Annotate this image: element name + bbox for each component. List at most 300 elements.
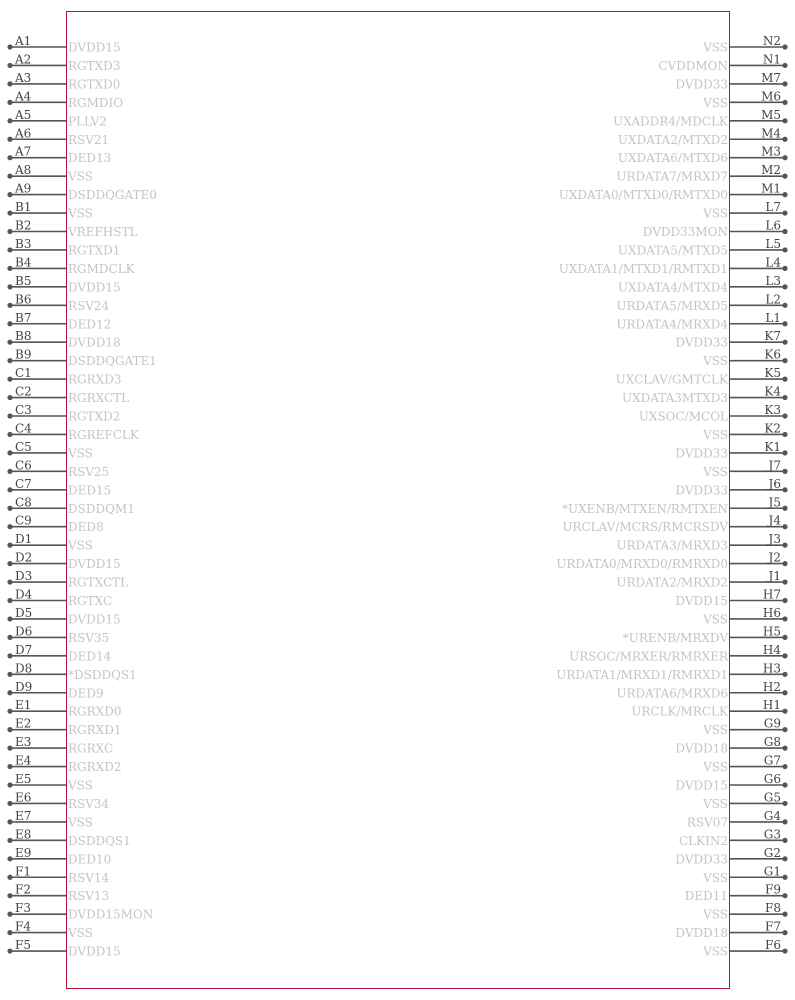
pin-number: K6 <box>764 347 781 362</box>
left-pin <box>7 385 129 406</box>
pin-number: K2 <box>764 421 781 436</box>
pin-number: L6 <box>765 218 781 233</box>
pin-name: DVDD15 <box>675 594 728 608</box>
left-pin <box>7 366 121 387</box>
left-pin <box>7 920 93 941</box>
left-pin-group <box>7 34 157 959</box>
right-pin <box>675 846 787 867</box>
pin-name: URDATA1/MRXD1/RMRXD1 <box>556 667 728 682</box>
pin-name: URDATA0/MRXD0/RMRXD0 <box>556 557 728 572</box>
pin-number: B4 <box>15 255 32 270</box>
pin-name: UXDATA3MTXD3 <box>621 391 728 406</box>
right-pin <box>613 108 787 129</box>
left-pin <box>7 348 157 369</box>
pin-number: N1 <box>762 52 781 67</box>
left-pin <box>7 458 109 479</box>
pin-number: K3 <box>764 403 781 417</box>
pin-name: RGTXC <box>68 594 113 608</box>
pin-name: UXADDR4/MDCLK <box>613 114 728 129</box>
pin-number: D4 <box>15 587 33 602</box>
pin-name: URDATA7/MRXD7 <box>616 169 728 184</box>
right-pin <box>702 606 788 627</box>
right-pin <box>616 292 787 313</box>
pin-name: VSS <box>703 464 728 479</box>
pin-end-dot <box>7 782 12 787</box>
left-pin <box>7 219 137 240</box>
pin-end-dot <box>782 635 787 640</box>
left-pin <box>7 680 103 701</box>
pin-end-dot <box>782 746 787 751</box>
pin-end-dot <box>7 727 12 732</box>
pin-name: RSV13 <box>68 889 110 904</box>
pin-name: DED14 <box>68 649 112 664</box>
right-pin <box>675 477 787 498</box>
pin-number: E1 <box>15 698 32 713</box>
pin-end-dot <box>782 432 787 437</box>
left-pin <box>7 200 93 221</box>
left-pin <box>7 329 120 350</box>
pin-name: DVDD33 <box>675 483 728 498</box>
pin-number: E7 <box>15 808 32 823</box>
pin-end-dot <box>782 137 787 142</box>
pin-number: C4 <box>15 421 32 436</box>
pin-end-dot <box>782 358 787 363</box>
pin-end-dot <box>782 727 787 732</box>
pin-end-dot <box>782 340 787 345</box>
right-pin <box>616 532 787 553</box>
pin-name: UXCLAV/GMTCLK <box>615 372 728 387</box>
pin-name: VSS <box>703 612 728 627</box>
pin-end-dot <box>782 155 787 160</box>
left-pin <box>7 772 93 793</box>
pin-number: F1 <box>15 864 31 879</box>
pin-name: RGRXC <box>68 741 114 756</box>
left-pin <box>7 864 109 885</box>
left-pin <box>7 809 93 830</box>
left-pin <box>7 569 128 590</box>
pin-end-dot <box>7 690 12 695</box>
pin-end-dot <box>7 44 12 49</box>
right-pin <box>616 163 787 184</box>
pin-name: RSV25 <box>68 464 110 479</box>
pin-number: B7 <box>15 310 32 325</box>
right-pin <box>702 790 788 811</box>
pin-end-dot <box>7 81 12 86</box>
pin-end-dot <box>7 543 12 548</box>
pin-end-dot <box>782 524 787 529</box>
pin-end-dot <box>7 210 12 215</box>
right-pin <box>616 680 787 701</box>
pin-number: B2 <box>15 218 32 233</box>
pin-end-dot <box>7 63 12 68</box>
pin-end-dot <box>782 229 787 234</box>
pin-number: C3 <box>15 403 32 417</box>
pin-end-dot <box>782 100 787 105</box>
left-pin <box>7 883 109 904</box>
pin-number: C5 <box>15 439 32 454</box>
left-pin <box>7 52 120 72</box>
pin-name: RGMDCLK <box>68 261 135 276</box>
left-pin <box>7 901 153 922</box>
pin-end-dot <box>7 395 12 400</box>
right-pin <box>616 366 788 387</box>
pin-number: D1 <box>15 532 33 547</box>
pin-number: H2 <box>762 679 781 694</box>
pin-name: VSS <box>68 169 93 184</box>
right-pin <box>687 809 788 830</box>
pin-end-dot <box>782 44 787 49</box>
pin-number: G2 <box>763 845 781 860</box>
pin-end-dot <box>782 210 787 215</box>
pin-name: UXDATA0/MTXD0/RMTXD0 <box>558 188 728 203</box>
pin-end-dot <box>7 192 12 197</box>
pin-end-dot <box>782 81 787 86</box>
pin-number: J2 <box>768 550 781 565</box>
pin-number: M5 <box>761 107 781 122</box>
left-pin <box>7 182 157 203</box>
pin-number: A7 <box>15 144 32 159</box>
right-pin <box>616 311 787 332</box>
pin-number: C6 <box>15 458 32 473</box>
pin-number: C7 <box>15 476 32 491</box>
right-pin <box>675 440 787 461</box>
right-pin <box>556 661 787 682</box>
pin-number: M1 <box>761 181 781 196</box>
pin-end-dot <box>7 561 12 566</box>
pin-number: E6 <box>15 790 32 805</box>
pin-end-dot <box>7 340 12 345</box>
pin-number: A6 <box>15 126 32 141</box>
pin-name: VSS <box>703 427 728 442</box>
pin-end-dot <box>7 856 12 861</box>
pin-end-dot <box>7 616 12 621</box>
pin-end-dot <box>782 579 787 584</box>
pin-end-dot <box>7 948 12 953</box>
pin-number: G3 <box>763 827 781 842</box>
right-pin <box>675 71 787 92</box>
pin-end-dot <box>7 912 12 917</box>
pin-end-dot <box>7 764 12 769</box>
pin-end-dot <box>7 284 12 289</box>
pin-number: G7 <box>763 753 781 768</box>
pin-number: F3 <box>15 901 31 916</box>
right-pin <box>618 145 788 166</box>
pin-end-dot <box>782 118 787 123</box>
pin-name: VSS <box>703 40 728 55</box>
pin-end-dot <box>7 100 12 105</box>
pin-end-dot <box>7 118 12 123</box>
pin-end-dot <box>782 893 787 898</box>
pin-name: DED15 <box>68 483 112 498</box>
left-pin <box>7 661 136 682</box>
pin-end-dot <box>782 782 787 787</box>
pin-end-dot <box>782 561 787 566</box>
pin-number: A3 <box>15 70 32 85</box>
pin-number: D5 <box>15 605 33 620</box>
pin-name: DVDD33MON <box>642 225 728 239</box>
pin-end-dot <box>782 303 787 308</box>
right-pin <box>702 34 788 55</box>
pin-name: VSS <box>68 206 93 221</box>
pin-end-dot <box>7 303 12 308</box>
pin-number: E4 <box>15 753 32 768</box>
pin-name: RGTXD3 <box>68 58 121 73</box>
right-pin <box>702 89 788 110</box>
pin-end-dot <box>7 672 12 677</box>
pin-name: RSV34 <box>68 796 110 811</box>
pin-name: VSS <box>703 907 728 922</box>
left-pin <box>7 606 120 627</box>
pin-name: RGRXCTL <box>68 391 130 406</box>
pin-name: RSV21 <box>68 132 110 147</box>
pin-number: B1 <box>15 200 32 215</box>
pin-number: F8 <box>765 901 781 916</box>
pin-number: D2 <box>15 550 33 565</box>
pin-number: M4 <box>761 126 781 141</box>
pin-name: DED8 <box>68 520 104 535</box>
pin-name: DVDD15 <box>675 778 728 793</box>
pin-number: N2 <box>762 34 781 48</box>
left-pin <box>7 440 93 461</box>
pin-end-dot <box>7 413 12 418</box>
pin-name: DVDD18 <box>675 741 728 756</box>
left-pin <box>7 514 103 535</box>
right-pin <box>658 52 787 72</box>
left-pin <box>7 126 109 147</box>
right-pin <box>685 883 788 904</box>
pin-end-dot <box>7 137 12 142</box>
pin-number: L1 <box>765 310 781 325</box>
pin-name: CLKIN2 <box>679 833 728 848</box>
pin-name: RSV07 <box>686 815 728 830</box>
pin-number: C1 <box>15 366 32 381</box>
pin-name: VSS <box>68 778 93 793</box>
pin-name: VSS <box>68 926 93 941</box>
pin-end-dot <box>7 893 12 898</box>
pin-name: URDATA6/MRXD6 <box>616 686 728 701</box>
right-pin <box>562 495 788 516</box>
pin-name: *UXENB/MTXEN/RMTXEN <box>561 501 728 516</box>
pin-name: RGRXD1 <box>68 723 122 738</box>
pin-name: UXDATA4/MTXD4 <box>617 280 728 295</box>
pin-name: UXDATA1/MTXD1/RMTXD1 <box>558 261 728 276</box>
pin-name: DVDD15 <box>68 557 121 572</box>
right-pin <box>702 754 788 775</box>
pin-number: F2 <box>15 882 31 897</box>
pin-name: VSS <box>703 870 728 885</box>
pin-name: VSS <box>703 206 728 221</box>
pin-name: DSDDQS1 <box>68 833 131 848</box>
pin-end-dot <box>782 487 787 492</box>
pin-number: J7 <box>768 458 781 473</box>
pin-name: RGTXCTL <box>68 575 129 590</box>
right-pin <box>618 274 788 295</box>
pin-name: CVDDMON <box>658 58 728 73</box>
pin-number: J5 <box>768 495 781 510</box>
left-pin <box>7 421 139 442</box>
pin-end-dot <box>782 284 787 289</box>
pin-number: F7 <box>765 919 781 934</box>
pin-number: A4 <box>15 89 32 104</box>
pin-number: F6 <box>765 938 781 953</box>
pin-number: H1 <box>762 698 781 713</box>
pin-number: B6 <box>15 292 32 307</box>
pin-number: K4 <box>764 384 781 399</box>
left-pin <box>7 255 135 276</box>
pin-number: F9 <box>765 882 781 897</box>
pin-name: URSOC/MRXER/RMRXER <box>569 649 728 664</box>
pin-end-dot <box>7 358 12 363</box>
pin-end-dot <box>7 875 12 880</box>
pin-end-dot <box>782 819 787 824</box>
pin-name: RGTXD0 <box>68 77 121 92</box>
left-pin <box>7 551 120 572</box>
pin-end-dot <box>7 635 12 640</box>
pin-name: DVDD33 <box>675 852 728 867</box>
pin-end-dot <box>782 709 787 714</box>
pin-number: D9 <box>15 679 33 694</box>
pin-number: E8 <box>15 827 32 842</box>
pin-name: VSS <box>68 815 93 830</box>
pin-name: DSDDQGATE1 <box>68 354 157 369</box>
pin-end-dot <box>782 912 787 917</box>
pin-name: RGRXD2 <box>68 760 122 775</box>
pin-end-dot <box>7 653 12 658</box>
left-pin <box>7 477 111 498</box>
pin-number: D6 <box>15 624 33 639</box>
right-pin <box>569 643 787 664</box>
pin-number: H6 <box>762 605 781 620</box>
pin-name: DVDD15 <box>68 280 121 295</box>
pin-end-dot <box>7 487 12 492</box>
pin-number: H7 <box>762 587 781 602</box>
pin-number: M3 <box>761 144 781 159</box>
pin-end-dot <box>7 247 12 252</box>
pin-number: C2 <box>15 384 32 399</box>
right-pin <box>675 735 787 756</box>
pin-number: B5 <box>15 273 32 288</box>
pin-end-dot <box>7 321 12 326</box>
right-pin <box>679 827 788 848</box>
pin-name: URDATA3/MRXD3 <box>616 538 728 553</box>
pin-number: E2 <box>15 716 32 731</box>
pin-name: UXDATA2/MTXD2 <box>617 132 728 147</box>
pin-end-dot <box>782 413 787 418</box>
right-pin <box>639 403 788 424</box>
left-pin <box>7 108 106 129</box>
pin-number: G5 <box>763 790 781 805</box>
pin-end-dot <box>7 506 12 511</box>
right-pin <box>675 329 787 350</box>
pin-name: UXDATA5/MTXD5 <box>617 243 728 258</box>
pin-name: URCLAV/MCRS/RMCRSDV <box>562 520 728 535</box>
pin-end-dot <box>7 746 12 751</box>
pin-end-dot <box>7 579 12 584</box>
pin-number: L7 <box>765 200 781 215</box>
pin-name: VREFHSTL <box>68 225 138 239</box>
pin-name: VSS <box>703 760 728 775</box>
pin-number: B3 <box>15 236 32 251</box>
pin-number: A8 <box>15 163 32 178</box>
left-pin <box>7 827 130 848</box>
pin-end-dot <box>782 377 787 382</box>
pin-name: DVDD18 <box>675 926 728 941</box>
pin-end-dot <box>7 469 12 474</box>
pin-number: A2 <box>15 52 32 67</box>
left-pin <box>7 735 113 756</box>
pin-name: DED12 <box>68 317 112 332</box>
pin-end-dot <box>782 450 787 455</box>
pin-end-dot <box>7 432 12 437</box>
right-pin <box>562 514 787 535</box>
left-pin <box>7 311 111 332</box>
right-pin <box>631 698 787 719</box>
pin-name: RGTXD2 <box>68 409 121 424</box>
pin-end-dot <box>7 155 12 160</box>
pin-end-dot <box>7 598 12 603</box>
right-pin <box>675 920 787 941</box>
pin-name: RSV14 <box>68 870 110 885</box>
pin-name: VSS <box>68 538 93 553</box>
pin-end-dot <box>782 174 787 179</box>
pin-number: C9 <box>15 513 32 528</box>
pin-number: G6 <box>763 772 781 786</box>
pin-end-dot <box>782 63 787 68</box>
pin-end-dot <box>782 506 787 511</box>
right-pin-group <box>556 34 787 959</box>
pin-number: F4 <box>15 919 31 934</box>
right-pin <box>556 551 787 572</box>
left-pin <box>7 717 121 738</box>
left-pin <box>7 846 111 867</box>
pin-end-dot <box>7 266 12 271</box>
pin-end-dot <box>782 801 787 806</box>
pin-number: A5 <box>15 107 32 122</box>
pin-end-dot <box>782 543 787 548</box>
pin-end-dot <box>7 450 12 455</box>
left-pin <box>7 34 120 55</box>
pin-number: F5 <box>15 938 31 953</box>
pin-end-dot <box>782 616 787 621</box>
pin-name: DSDDQM1 <box>68 501 135 516</box>
pin-number: B9 <box>15 347 32 362</box>
pin-name: UXSOC/MCOL <box>638 409 728 424</box>
right-pin <box>702 901 788 922</box>
pin-name: DVDD33 <box>675 335 728 350</box>
left-pin <box>7 643 111 664</box>
pin-name: PLLV2 <box>68 114 107 129</box>
pin-end-dot <box>782 672 787 677</box>
pin-name: DSDDQGATE0 <box>68 188 157 203</box>
pin-number: H5 <box>762 624 781 639</box>
left-pin <box>7 145 111 166</box>
pin-end-dot <box>782 598 787 603</box>
pin-name: *URENB/MRXDV <box>622 630 728 645</box>
pin-end-dot <box>7 174 12 179</box>
pin-end-dot <box>782 930 787 935</box>
pin-number: L4 <box>765 255 781 270</box>
pin-end-dot <box>782 266 787 271</box>
pin-name: RSV35 <box>68 630 110 645</box>
left-pin <box>7 274 120 295</box>
pin-name: *DSDDQS1 <box>68 667 137 682</box>
right-pin <box>702 458 788 479</box>
pin-number: J4 <box>768 513 781 528</box>
right-pin <box>559 255 788 276</box>
pin-name: RSV24 <box>68 298 110 313</box>
pin-end-dot <box>782 690 787 695</box>
right-pin <box>702 864 788 885</box>
